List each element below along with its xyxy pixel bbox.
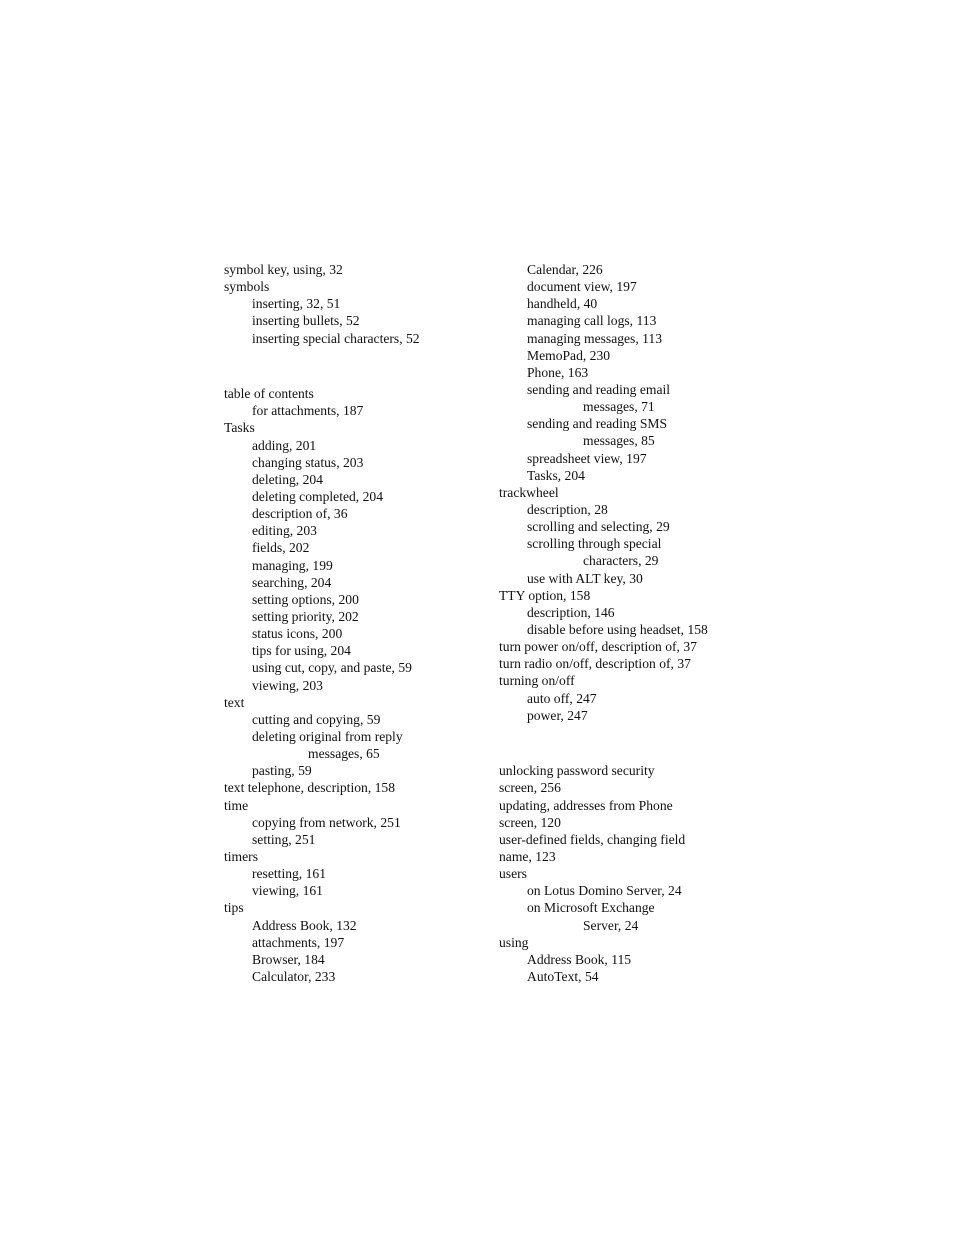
index-entry: turn power on/off, description of, 37 <box>499 639 697 655</box>
index-subentry: Address Book, 115 <box>527 951 632 967</box>
index-subentry: resetting, 161 <box>252 866 326 882</box>
index-subentry: deleting completed, 204 <box>252 488 383 504</box>
index-continuation: characters, 29 <box>583 553 659 569</box>
index-subentry: description of, 36 <box>252 506 348 522</box>
index-subentry: spreadsheet view, 197 <box>527 450 647 466</box>
index-subentry: Calculator, 233 <box>252 968 336 984</box>
index-subentry: Calendar, 226 <box>527 262 603 277</box>
index-entry: using <box>499 934 529 950</box>
index-subentry: adding, 201 <box>252 437 317 453</box>
index-continuation: messages, 71 <box>583 399 655 415</box>
index-subentry: use with ALT key, 30 <box>527 570 643 586</box>
index-continuation: messages, 85 <box>583 433 655 449</box>
index-entry: screen, 120 <box>499 814 561 830</box>
section-spacer <box>224 364 494 385</box>
index-subentry: deleting, 204 <box>252 471 323 487</box>
index-subentry: using cut, copy, and paste, 59 <box>252 660 412 676</box>
index-subentry: inserting bullets, 52 <box>252 313 360 329</box>
index-entry: name, 123 <box>499 848 556 864</box>
index-subentry: AutoText, 54 <box>527 968 599 984</box>
index-subentry: attachments, 197 <box>252 934 345 950</box>
section-spacer <box>499 741 769 762</box>
index-entry: turn radio on/off, description of, 37 <box>499 656 691 672</box>
index-subentry: searching, 204 <box>252 574 332 590</box>
index-subentry: sending and reading email <box>527 381 671 397</box>
index-subentry: Tasks, 204 <box>527 467 585 483</box>
index-continuation: Server, 24 <box>583 917 639 933</box>
section-spacer <box>224 347 494 364</box>
index-subentry: on Microsoft Exchange <box>527 900 655 916</box>
index-entry: turning on/off <box>499 673 575 689</box>
index-subentry: Browser, 184 <box>252 951 325 967</box>
index-subentry: inserting special characters, 52 <box>252 330 420 346</box>
section-spacer <box>499 724 769 741</box>
index-entry: trackwheel <box>499 484 559 500</box>
index-subentry: status icons, 200 <box>252 626 343 642</box>
index-entry: tips <box>224 900 244 916</box>
index-entry: screen, 256 <box>499 780 561 796</box>
index-entry: TTY option, 158 <box>499 587 591 603</box>
index-subentry: deleting original from reply <box>252 728 403 744</box>
index-entry: symbol key, using, 32 <box>224 262 343 277</box>
index-subentry: inserting, 32, 51 <box>252 296 341 312</box>
index-subentry: cutting and copying, 59 <box>252 711 381 727</box>
index-subentry: managing call logs, 113 <box>527 313 657 329</box>
index-subentry: MemoPad, 230 <box>527 347 611 363</box>
index-subentry: auto off, 247 <box>527 690 597 706</box>
index-entry: text <box>224 694 245 710</box>
index-entry: Tasks <box>224 420 255 436</box>
index-subentry: viewing, 161 <box>252 883 323 899</box>
index-entry: text telephone, description, 158 <box>224 780 396 796</box>
index-subentry: disable before using headset, 158 <box>527 621 708 637</box>
index-continuation: messages, 65 <box>308 746 380 762</box>
index-subentry: on Lotus Domino Server, 24 <box>527 883 682 899</box>
index-entry: time <box>224 797 249 813</box>
index-entry: updating, addresses from Phone <box>499 797 673 813</box>
index-entry: user-defined fields, changing field <box>499 831 686 847</box>
index-subentry: setting options, 200 <box>252 591 359 607</box>
index-subentry: scrolling through special <box>527 536 662 552</box>
index-entry: table of contents <box>224 386 314 402</box>
index-subentry: description, 146 <box>527 604 615 620</box>
index-column-right <box>499 261 769 985</box>
index-entry: symbols <box>224 279 270 295</box>
index-column-left <box>224 261 494 985</box>
index-subentry: scrolling and selecting, 29 <box>527 519 670 535</box>
index-entry: unlocking password security <box>499 763 655 779</box>
index-entry: users <box>499 866 527 882</box>
index-subentry: managing, 199 <box>252 557 333 573</box>
index-subentry: Phone, 163 <box>527 364 589 380</box>
index-subentry: handheld, 40 <box>527 296 598 312</box>
index-subentry: viewing, 203 <box>252 677 323 693</box>
index-subentry: pasting, 59 <box>252 763 312 779</box>
index-entry: timers <box>224 848 258 864</box>
index-subentry: setting, 251 <box>252 831 316 847</box>
index-subentry: sending and reading SMS <box>527 416 668 432</box>
index-subentry: copying from network, 251 <box>252 814 401 830</box>
index-subentry: managing messages, 113 <box>527 330 663 346</box>
index-subentry: description, 28 <box>527 501 608 517</box>
index-subentry: document view, 197 <box>527 279 637 295</box>
index-subentry: setting priority, 202 <box>252 608 359 624</box>
index-subentry: power, 247 <box>527 707 588 723</box>
index-subentry: editing, 203 <box>252 523 317 539</box>
index-subentry: changing status, 203 <box>252 454 364 470</box>
index-subentry: fields, 202 <box>252 540 310 556</box>
index-subentry: Address Book, 132 <box>252 917 357 933</box>
index-subentry: tips for using, 204 <box>252 643 351 659</box>
index-subentry: for attachments, 187 <box>252 403 364 419</box>
